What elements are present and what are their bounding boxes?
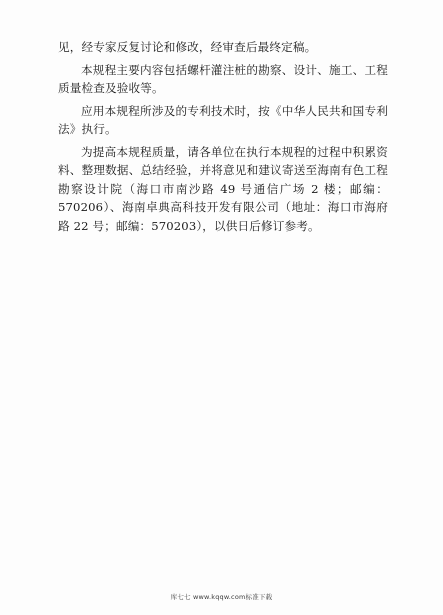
paragraph-scope <box>58 61 388 98</box>
paragraph-patent <box>58 102 388 139</box>
text-line: 见，经专家反复讨论和修改，经审查后最终定稿。 <box>58 40 317 54</box>
text-line: 法》执行。 <box>58 122 117 136</box>
text-line: 量检查及验收等。 <box>69 81 164 95</box>
body-text <box>58 38 388 239</box>
text-line: 为提高本规程质量，请各单位在执行本规程的过程中积累资 <box>81 144 388 159</box>
paragraph-feedback <box>58 143 388 236</box>
text-line: 570203），以供日后修订参考。 <box>151 218 320 233</box>
paragraph-finalization <box>58 38 388 57</box>
text-line: 料、整理数据、总结经验，并将意见和建议寄送至海南有色工程勘 <box>58 163 388 196</box>
text-line: 卓典高科技开发有限公司（地址：海口市海府路 22 号；邮编： <box>58 200 388 233</box>
text-line: 应用本规程所涉及的专利技术时，按《中华人民共和国专利 <box>81 103 388 118</box>
text-line: 本规程主要内容包括螺杆灌注桩的勘察、设计、施工、工程质 <box>58 62 388 95</box>
text-line: 察设计院（海口市南沙路 49 号通信广场 2 楼；邮编：570206）、海南 <box>58 181 388 214</box>
footer-watermark: 库七七 www.kqqw.com标准下载 <box>170 593 273 601</box>
